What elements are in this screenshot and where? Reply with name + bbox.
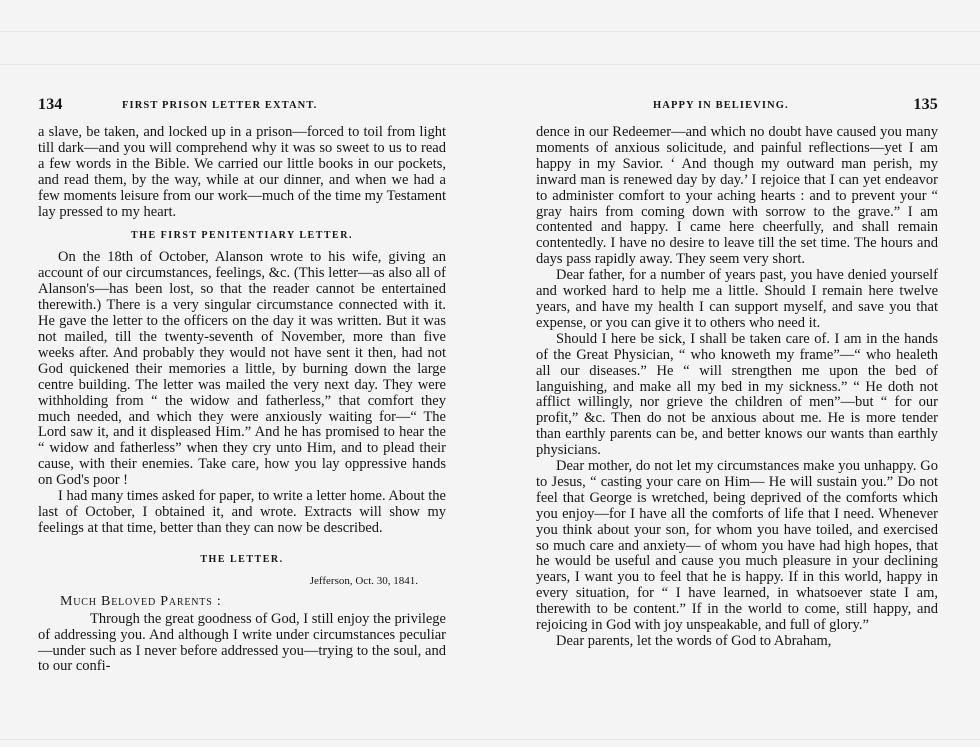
right-intro-paragraph: dence in our Redeemer—and which no doubt have caused you many moments of anxious solicitude, and painful reflections—yet I am happy in my Savior. ‘ And though my outward man perish, my inward man is renewed day by day.’ I rejoice that I can yet endeavor to administer comfort to your aching hearts : and to prevent your “ gray hairs from coming down with sorrow to the grave.” I am contented and happy. I came here cheerfully, and shall remain contentedly. I have no desire to leave till the set time. The hours and days pass rapidly away. They seem very short. <box>536 124 938 268</box>
right-paragraph-4: Dear parents, let the words of God to Abraham, <box>556 633 832 649</box>
left-paragraph-3: Through the great goodness of God, I still enjoy the privilege of addressing you. And although I write under circumstances peculiar—under such as I never before addressed you—trying to the soul, and to our confi- <box>38 610 446 675</box>
right-page <box>536 96 938 650</box>
left-running-title: FIRST PRISON LETTER EXTANT. <box>122 100 318 111</box>
left-page <box>38 96 446 675</box>
right-paragraph-1: Dear father, for a number of years past, you have denied yourself and worked hard to help me a little. Should I remain here twelve years, and have my health I can support myself, and save you that expense, or you can give it to others who need it. <box>536 267 938 331</box>
letter-salutation: Much Beloved Parents : <box>60 593 222 609</box>
section-heading: THE FIRST PENITENTIARY LETTER. <box>131 230 353 242</box>
scan-line <box>0 31 980 32</box>
right-running-head <box>536 96 938 116</box>
left-running-head <box>38 96 446 116</box>
right-paragraph-2: Should I here be sick, I shall be taken care of. I am in the hands of the Great Physician, “ who knoweth my frame”—“ who healeth all our diseases.” He “ will strengthen me upon the bed of languishing, and make all my bed in my sickness.” “ He doth not afflict willingly, nor grieve the children of men”—but “ for our profit,” &c. Then do not be anxious about me. He is more tender than earthly parents can be, and better knows our wants than earthly physicians. <box>536 330 938 459</box>
right-running-title: HAPPY IN BELIEVING. <box>653 100 789 111</box>
letter-date: Jefferson, Oct. 30, 1841. <box>309 574 418 587</box>
scan-line <box>0 739 980 740</box>
left-paragraph-1: On the 18th of October, Alanson wrote to his wife, giving an account of our circumstances, feelings, &c. (This letter—as also all of Alanson's—has been lost, so that the reader cannot be entertained therewith.) There is a very singular circumstance connected with it. He gave the letter to the officers on the day it was written. But it was not mailed, till the twenty-seventh of November, more than five weeks after. And probably they would not have sent it then, had not God quickened their memories a little, by burning down the large centre building. The letter was mailed the very next day. They were withholding from “ the widow and fatherless,” that comfort they much needed, and which they were anxiously waiting for—“ The Lord saw it, and it displeased Him.” And he has promised to hear the “ widow and fatherless” when they cry unto Him, and to plead their cause, with their enemies. Take care, how you lay oppressive hands on God's poor ! <box>38 249 446 489</box>
left-intro-paragraph: a slave, be taken, and locked up in a prison—forced to toil from light till dark—and you will comprehend why it was so sweet to us to read a few words in the Bible. We carried our little books in our pockets, and read them, by the way, while at our dinner, and when we had a few moments leisure from our work—much of the time my Testament lay pressed to my heart. <box>38 124 446 220</box>
right-page-number: 135 <box>913 96 938 113</box>
left-page-number: 134 <box>38 96 63 113</box>
left-paragraph-2: I had many times asked for paper, to write a letter home. About the last of October, I obtained it, and wrote. Extracts will show my feelings at that time, better than they can now be described. <box>38 488 446 536</box>
letter-heading: THE LETTER. <box>200 553 284 565</box>
right-paragraph-3: Dear mother, do not let my circumstances make you unhappy. Go to Jesus, “ casting your care on Him— He will sustain you.” Do not feel that George is wretched, being deprived of the comforts which you enjoy—for I have all the comforts of life that I need. Whenever you think about your son, for whom you have toiled, and exercised so much care and anxiety— of whom you have had high hopes, that he would be useful and cause you much pleasure in your declining years, I want you to feel that he is happy. If in this world, happy in every situation, for “ I have learned, in whatsoever state I am, therewith to be content.” If in the world to come, still happy, and rejoicing in God with joy unspeakable, and full of glory.” <box>536 458 938 634</box>
scan-line <box>0 64 980 65</box>
